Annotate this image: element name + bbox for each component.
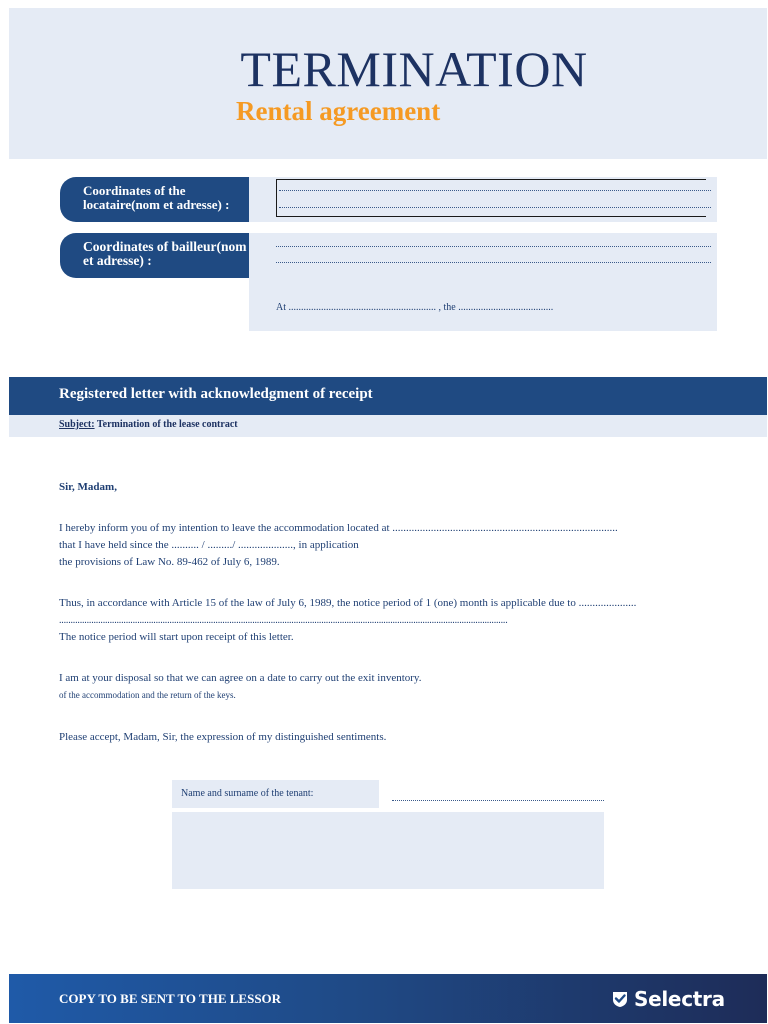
tenant-coordinates-label: Coordinates of the locataire(nom et adresse) :	[60, 177, 249, 222]
checkmark-shield-icon	[611, 990, 629, 1008]
lessor-coordinates-label: Coordinates of bailleur(nom et adresse) :	[60, 233, 249, 278]
lessor-line-2[interactable]	[276, 262, 711, 263]
paragraph-2-line-1: Thus, in accordance with Article 15 of the law of July 6, 1989, the notice period of 1 (one) month is applicable due to .....................	[59, 597, 637, 609]
closing-line: Please accept, Madam, Sir, the expression of my distinguished sentiments.	[59, 731, 387, 743]
selectra-logo	[611, 986, 725, 1012]
tenant-line-1	[279, 190, 711, 191]
document-subtitle: Rental agreement	[236, 96, 441, 126]
lessor-coordinates-box	[249, 233, 717, 331]
brand-name: Selectra	[634, 987, 725, 1011]
paragraph-2-line-3: The notice period will start upon receipt of this letter.	[59, 631, 294, 643]
signature-box[interactable]	[172, 812, 604, 889]
paragraph-3-line-2: of the accommodation and the return of the keys.	[59, 690, 236, 700]
tenant-coordinates-field[interactable]	[276, 179, 706, 217]
tenant-name-line[interactable]	[392, 800, 604, 801]
paragraph-2-line-2: ...................................................................................................................................................................................................	[59, 615, 508, 626]
tenant-name-label: Name and surname of the tenant:	[181, 788, 314, 799]
document-title: TERMINATION	[240, 41, 588, 97]
tenant-line-2	[279, 207, 711, 208]
place-date-line[interactable]: At ........................................................... , the ......................................	[276, 302, 554, 313]
subject-line	[59, 419, 238, 430]
subject-label: Subject:	[59, 419, 95, 430]
subject-text: Termination of the lease contract	[94, 419, 238, 430]
footer-copy-text: COPY TO BE SENT TO THE LESSOR	[59, 991, 282, 1006]
paragraph-1-line-1: I hereby inform you of my intention to leave the accommodation located at ..................................................................................	[59, 522, 618, 534]
registered-letter-title: Registered letter with acknowledgment of receipt	[59, 386, 373, 402]
paragraph-3-line-1: I am at your disposal so that we can agree on a date to carry out the exit inventory.	[59, 672, 422, 684]
lessor-line-1[interactable]	[276, 246, 711, 247]
salutation: Sir, Madam,	[59, 481, 117, 493]
paragraph-1-line-2: that I have held since the .......... / ........./ ...................., in application	[59, 539, 359, 551]
paragraph-1-line-3: the provisions of Law No. 89-462 of July 6, 1989.	[59, 556, 280, 568]
